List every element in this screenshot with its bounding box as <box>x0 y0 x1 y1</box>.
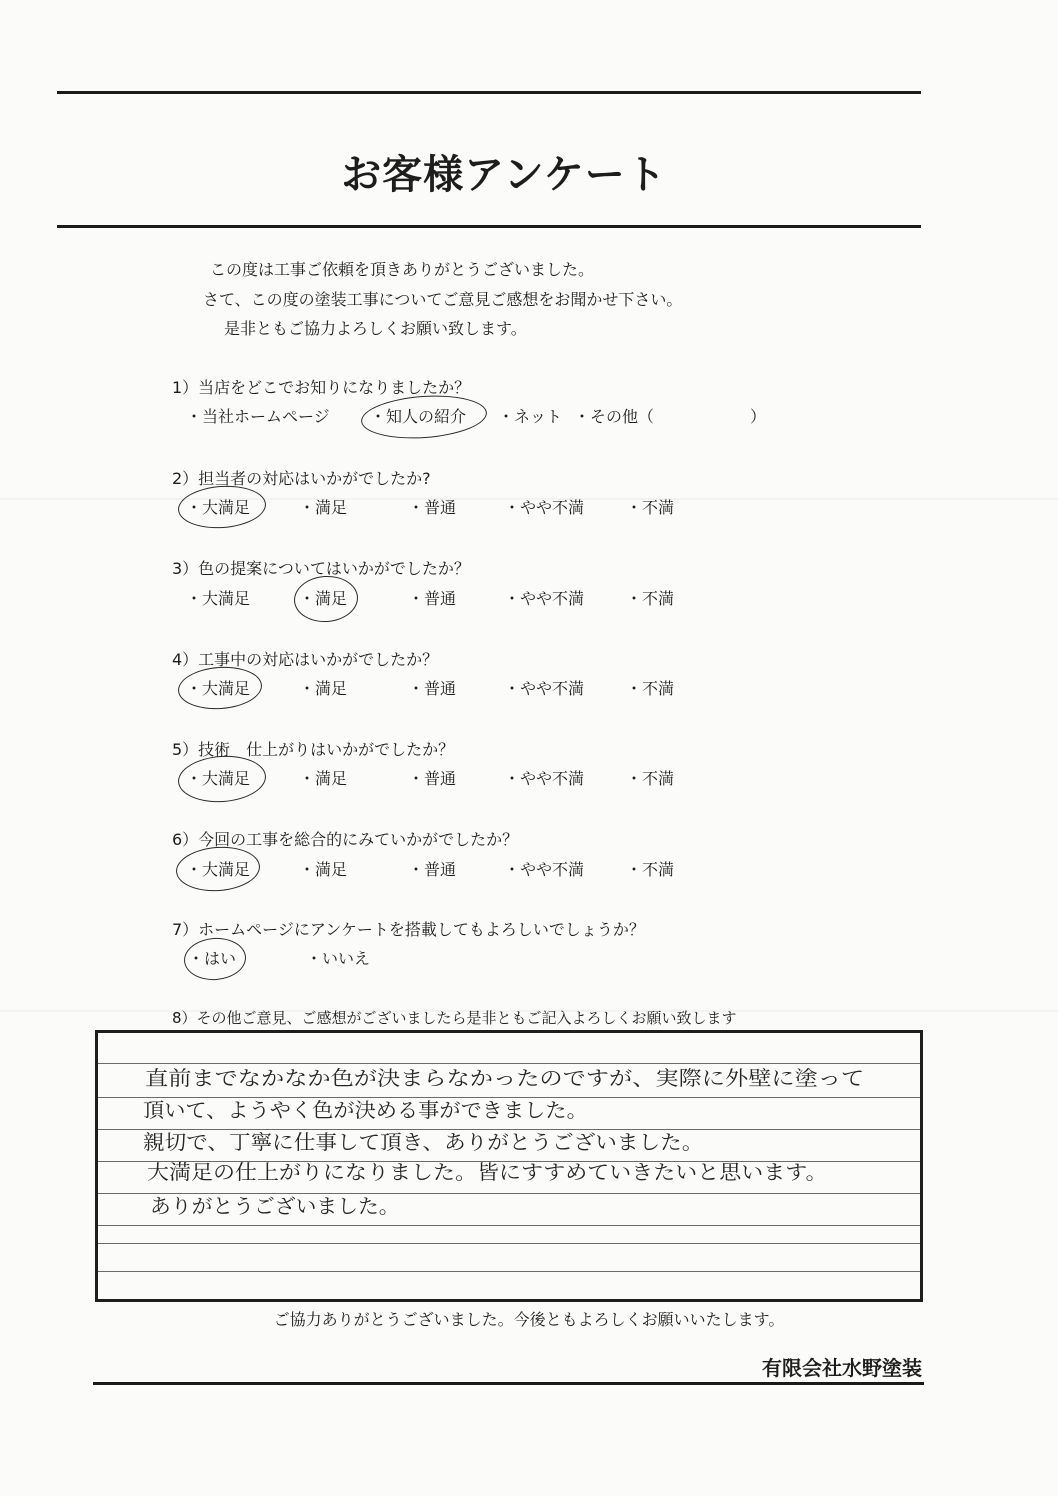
q2-option-normal[interactable]: ・普通 <box>408 498 457 517</box>
company-name: 有限会社水野塗装 <box>762 1356 922 1380</box>
closing-thanks: ご協力ありがとうございました。今後ともよろしくお願いいたします。 <box>273 1310 785 1329</box>
handwritten-comment-line: 親切で、丁寧に仕事して頂き、ありがとうございました。 <box>143 1130 704 1154</box>
q1-option-homepage[interactable]: ・当社ホームページ <box>186 407 330 426</box>
selection-circle <box>175 844 262 894</box>
q2-option-somewhat-dissatisfied[interactable]: ・やや不満 <box>504 498 585 517</box>
q5-option-very-satisfied[interactable]: ・大満足 <box>186 769 251 788</box>
handwritten-comment-line: 直前までなかなか色が決まらなかったのですが、実際に外壁に塗って <box>145 1066 865 1090</box>
q4-option-normal[interactable]: ・普通 <box>408 679 457 698</box>
selection-circle <box>360 392 489 443</box>
ruled-line <box>98 1271 920 1272</box>
q5-option-satisfied[interactable]: ・満足 <box>299 769 348 788</box>
q4-option-dissatisfied[interactable]: ・不満 <box>626 679 675 698</box>
handwritten-comment-line: ありがとうございました。 <box>150 1194 400 1218</box>
q3-option-somewhat-dissatisfied[interactable]: ・やや不満 <box>504 589 585 608</box>
q2-option-dissatisfied[interactable]: ・不満 <box>626 498 675 517</box>
selection-circle <box>177 753 268 805</box>
question-4-label: 4）工事中の対応はいかがでしたか？ <box>172 650 439 669</box>
q6-option-satisfied[interactable]: ・満足 <box>299 860 348 879</box>
page-title: お客様アンケート <box>341 152 667 198</box>
handwritten-comment-line: 大満足の仕上がりになりました。皆にすすめていきたいと思います。 <box>147 1160 828 1184</box>
q6-option-very-satisfied[interactable]: ・大満足 <box>186 860 251 879</box>
ruled-line <box>98 1225 920 1226</box>
q6-option-normal[interactable]: ・普通 <box>408 860 457 879</box>
question-5-label: 5）技術 仕上がりはいかがでしたか？ <box>172 740 455 759</box>
q3-option-very-satisfied[interactable]: ・大満足 <box>186 589 251 608</box>
q4-option-satisfied[interactable]: ・満足 <box>299 679 348 698</box>
header-top-rule <box>57 91 921 94</box>
selection-circle <box>183 936 248 982</box>
question-6-label: 6）今回の工事を総合的にみていかがでしたか？ <box>172 830 519 849</box>
q7-option-no[interactable]: ・いいえ <box>306 949 371 968</box>
q2-option-very-satisfied[interactable]: ・大満足 <box>186 498 251 517</box>
q5-option-somewhat-dissatisfied[interactable]: ・やや不満 <box>504 769 585 788</box>
header-bottom-rule <box>57 225 921 228</box>
q7-option-yes[interactable]: ・はい <box>188 949 237 968</box>
question-7-label: 7）ホームページにアンケートを搭載してもよろしいでしょうか？ <box>172 920 645 939</box>
q4-option-very-satisfied[interactable]: ・大満足 <box>186 679 251 698</box>
q6-option-somewhat-dissatisfied[interactable]: ・やや不満 <box>504 860 585 879</box>
handwritten-comment-line: 頂いて、ようやく色が決める事ができました。 <box>143 1098 588 1122</box>
intro-line: この度は工事ご依頼を頂きありがとうございました。 <box>210 260 595 279</box>
q3-option-normal[interactable]: ・普通 <box>408 589 457 608</box>
question-3-label: 3）色の提案についてはいかがでしたか？ <box>172 559 470 578</box>
q4-option-somewhat-dissatisfied[interactable]: ・やや不満 <box>504 679 585 698</box>
q1-option-other[interactable]: ・その他（ ） <box>574 407 767 426</box>
q1-option-referral[interactable]: ・知人の紹介 <box>370 407 467 426</box>
selection-circle <box>292 574 359 624</box>
q2-option-satisfied[interactable]: ・満足 <box>299 498 348 517</box>
selection-circle <box>177 483 268 531</box>
question-1-label: 1）当店をどこでお知りになりましたか？ <box>172 378 471 397</box>
q5-option-normal[interactable]: ・普通 <box>408 769 457 788</box>
q5-option-dissatisfied[interactable]: ・不満 <box>626 769 675 788</box>
question-2-label: 2）担当者の対応はいかがでしたか? <box>172 469 431 488</box>
q3-option-dissatisfied[interactable]: ・不満 <box>626 589 675 608</box>
intro-line: さて、この度の塗装工事についてご意見ご感想をお聞かせ下さい。 <box>203 290 683 309</box>
question-8-label: 8）その他ご意見、ご感想がございましたら是非ともご記入よろしくお願い致します <box>172 1009 737 1027</box>
intro-line: 是非ともご協力よろしくお願い致します。 <box>224 319 527 338</box>
selection-circle <box>177 664 264 712</box>
q3-option-satisfied[interactable]: ・満足 <box>299 589 348 608</box>
q1-option-net[interactable]: ・ネット <box>498 407 563 426</box>
ruled-line <box>98 1243 920 1244</box>
q6-option-dissatisfied[interactable]: ・不満 <box>626 860 675 879</box>
footer-rule <box>93 1382 924 1385</box>
